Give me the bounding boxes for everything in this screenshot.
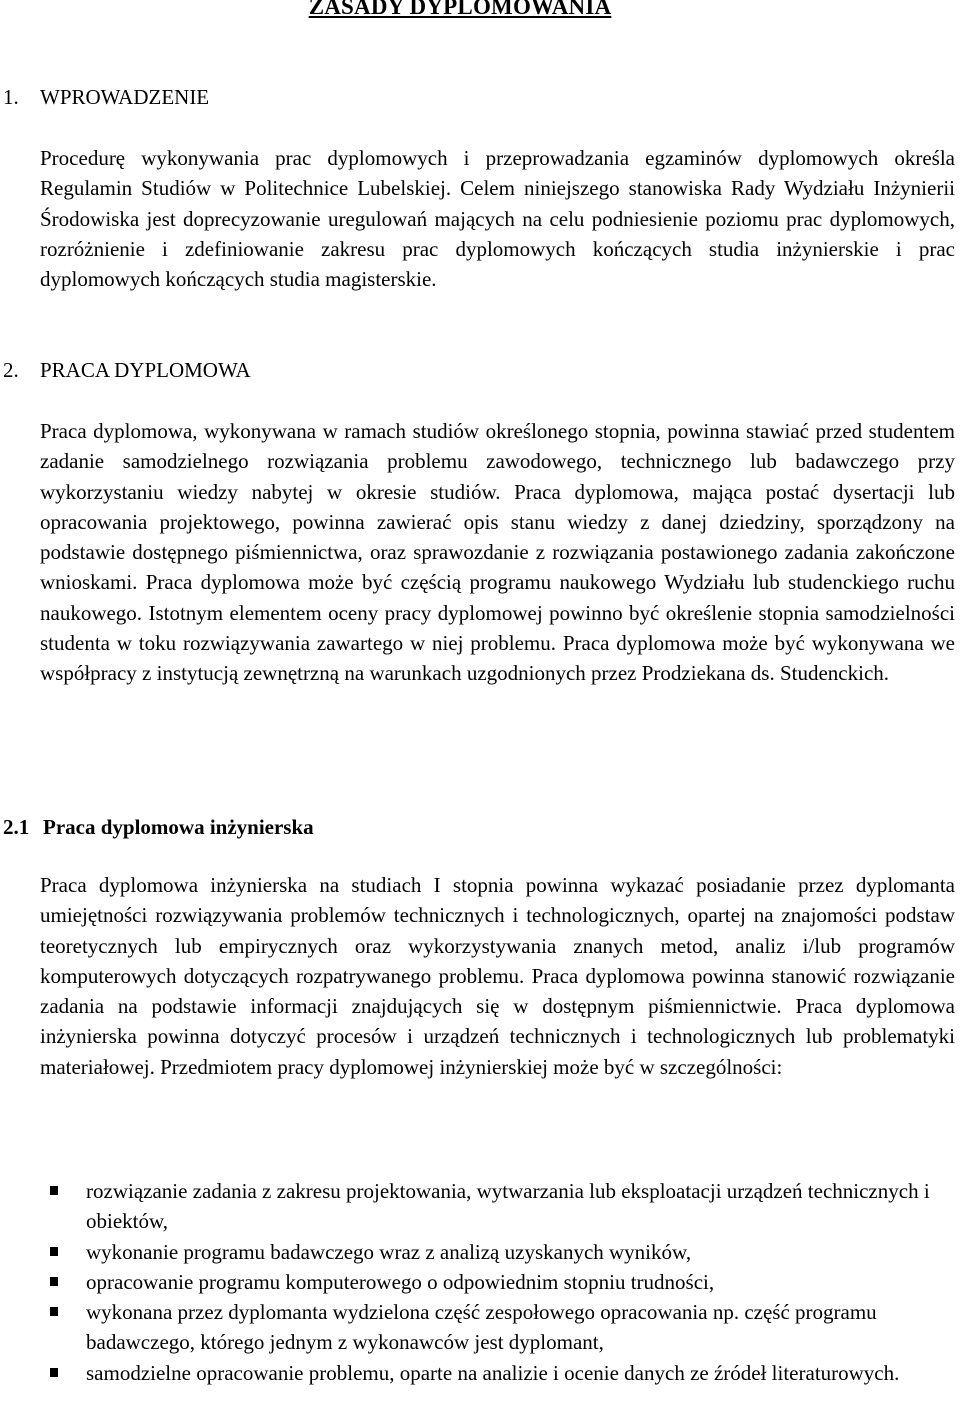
square-bullet-icon — [50, 1277, 58, 1286]
section-title: Praca dyplomowa inżynierska — [43, 815, 314, 839]
list-item-text: opracowanie programu komputerowego o odpowiednim stopniu trudności, — [86, 1269, 715, 1294]
list-item-text: rozwiązanie zadania z zakresu projektowania, wytwarzania lub eksploatacji urządzeń technicznych i obiektów, — [86, 1179, 930, 1234]
list-item — [40, 1176, 940, 1237]
list-item-text: wykonana przez dyplomanta wydzielona część zespołowego opracowania np. część programu badawczego, którego jednym z wykonawców jest dyplomant, — [86, 1300, 877, 1355]
introduction-paragraph: Procedurę wykonywania prac dyplomowych i przeprowadzania egzaminów dyplomowych określa Regulamin Studiów w Politechnice Lubelskiej. Celem niniejszego stanowiska Rady Wydziału Inżynierii Środowiska jest doprecyzowanie uregulowań mających na celu podniesienie poziomu prac dyplomowych, rozróżnienie i zdefiniowanie zakresu prac dyplomowych kończących studia inżynierskie i prac dyplomowych kończących studia magisterskie. — [40, 146, 955, 292]
subsection-heading-engineering-thesis — [3, 812, 314, 842]
square-bullet-icon — [50, 1186, 58, 1195]
list-item — [40, 1237, 940, 1267]
list-item — [40, 1267, 940, 1297]
list-item — [40, 1358, 940, 1388]
list-item — [40, 1297, 940, 1358]
document-title: ZASADY DYPLOMOWANIA — [308, 0, 612, 19]
section-heading-thesis — [3, 355, 251, 385]
thesis-paragraph: Praca dyplomowa, wykonywana w ramach studiów określonego stopnia, powinna stawiać przed studentem zadanie samodzielnego rozwiązania problemu zawodowego, technicznego lub badawczego przy wykorzystaniu wiedzy nabytej w okresie studiów. Praca dyplomowa, mająca postać dysertacji lub opracowania projektowego, powinna zawierać opis stanu wiedzy z danej dziedziny, sporządzony na podstawie dostępnego piśmiennictwa, oraz sprawozdanie z rozwiązania postawionego zadania zakończone wnioskami. Praca dyplomowa może być częścią programu naukowego Wydziału lub studenckiego ruchu naukowego. Istotnym elementem oceny pracy dyplomowej powinno być określenie stopnia samodzielności studenta w toku rozwiązywania zawartego w niej problemu. Praca dyplomowa może być wykonywana we współpracy z instytucją zewnętrzną na warunkach uzgodnionych przez Prodziekana ds. Studenckich. — [40, 419, 955, 686]
square-bullet-icon — [50, 1368, 58, 1377]
section-heading-introduction — [3, 82, 209, 112]
square-bullet-icon — [50, 1247, 58, 1256]
list-item-text: wykonanie programu badawczego wraz z analizą uzyskanych wyników, — [86, 1239, 692, 1264]
thesis-subject-list — [40, 1176, 940, 1388]
section-title: WPROWADZENIE — [40, 85, 210, 109]
square-bullet-icon — [50, 1307, 58, 1316]
list-item-text: samodzielne opracowanie problemu, oparte na analizie i ocenie danych ze źródeł literaturowych. — [86, 1360, 900, 1385]
section-title: PRACA DYPLOMOWA — [40, 358, 251, 382]
section-number: 1. — [3, 85, 19, 109]
section-number: 2. — [3, 358, 19, 382]
section-number: 2.1 — [3, 815, 30, 839]
engineering-thesis-paragraph: Praca dyplomowa inżynierska na studiach I stopnia powinna wykazać posiadanie przez dyplomanta umiejętności rozwiązywania problemów technicznych i technologicznych, opartej na znajomości podstaw teoretycznych lub empirycznych oraz wykorzystywania znanych metod, analiz i/lub programów komputerowych dotyczących rozpatrywanego problemu. Praca dyplomowa powinna stanowić rozwiązanie zadania na podstawie informacji znajdujących się w dostępnym piśmiennictwie. Praca dyplomowa inżynierska powinna dotyczyć procesów i urządzeń technicznych i technologicznych lub problematyki materiałowej. Przedmiotem pracy dyplomowej inżynierskiej może być w szczególności: — [40, 873, 955, 1079]
